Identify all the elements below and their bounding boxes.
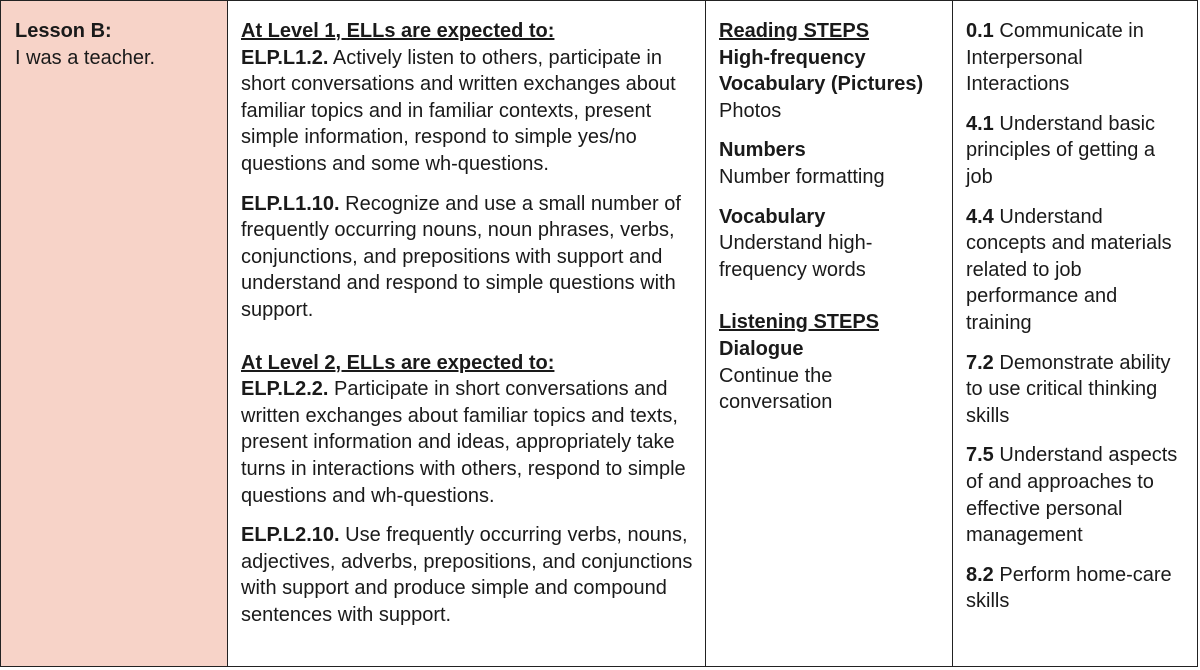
competency-text: Perform home-care skills <box>966 563 1172 613</box>
standard-text: Actively listen to others, participate in short conversations and written exchanges about familiar topics and in familiar contexts, present simple information, respond to simple yes/no questions and some wh-questions. <box>241 46 676 175</box>
step-detail: Understand high-frequency words <box>719 232 873 281</box>
steps-cell <box>706 1 953 666</box>
standard-item <box>241 45 693 178</box>
competency-code: 0.1 <box>966 20 994 42</box>
standard-text: Recognize and use a small number of frequently occurring nouns, noun phrases, verbs, conjunctions, and prepositions with support and understand and respond to simple questions with support. <box>241 192 681 321</box>
level2-heading: At Level 2, ELLs are expected to: <box>241 351 555 374</box>
step-label: Dialogue <box>719 337 804 360</box>
competency-code: 8.2 <box>966 563 994 586</box>
competency-code: 7.5 <box>966 444 994 467</box>
standard-code: ELP.L1.10. <box>241 192 340 215</box>
competency-text: Understand basic principles of getting a job <box>966 112 1156 188</box>
step-detail: Number formatting <box>719 165 885 188</box>
listening-steps-heading: Listening STEPS <box>719 311 880 334</box>
standard-code: ELP.L1.2. <box>241 46 329 69</box>
elp-standards-cell <box>228 1 706 666</box>
competency-item <box>966 18 1187 98</box>
competency-code: 7.2 <box>966 351 994 374</box>
reading-steps-heading: Reading STEPS <box>719 20 870 42</box>
competency-item <box>966 350 1187 430</box>
competency-item <box>966 442 1187 548</box>
competency-code: 4.4 <box>966 205 994 228</box>
standard-item <box>241 522 693 628</box>
step-label: Vocabulary <box>719 205 826 228</box>
step-label: High-frequency Vocabulary (Pictures) <box>719 46 924 96</box>
competency-text: Demonstrate ability to use critical thinking skills <box>966 351 1171 427</box>
standard-text: Participate in short conversations and written exchanges about familiar topics and texts, present information and ideas, appropriately take turns in interactions with others, respond to simple questions and wh-questions. <box>241 378 686 507</box>
standard-item <box>241 376 693 509</box>
competency-text: Understand concepts and materials related to job performance and training <box>966 205 1172 334</box>
level1-heading: At Level 1, ELLs are expected to: <box>241 20 555 42</box>
step-detail: Continue the conversation <box>719 364 833 414</box>
competency-item <box>966 111 1187 191</box>
competency-item <box>966 562 1187 615</box>
lesson-cell <box>1 1 228 666</box>
standard-text: Use frequently occurring verbs, nouns, adjectives, adverbs, prepositions, and conjunctions with support and produce simple and compound sentences with support. <box>241 524 693 626</box>
standard-item <box>241 191 693 324</box>
competency-text: Communicate in Interpersonal Interactions <box>966 20 1144 96</box>
competency-code: 4.1 <box>966 112 994 135</box>
lesson-subtitle: I was a teacher. <box>15 46 156 69</box>
step-detail: Photos <box>719 99 782 122</box>
competencies-cell <box>953 1 1199 666</box>
step-label: Numbers <box>719 139 806 162</box>
competency-text: Understand aspects of and approaches to effective personal management <box>966 444 1178 547</box>
standard-code: ELP.L2.10. <box>241 524 340 547</box>
lesson-title: Lesson B: <box>15 20 112 42</box>
standard-code: ELP.L2.2. <box>241 378 329 401</box>
competency-item <box>966 204 1187 337</box>
